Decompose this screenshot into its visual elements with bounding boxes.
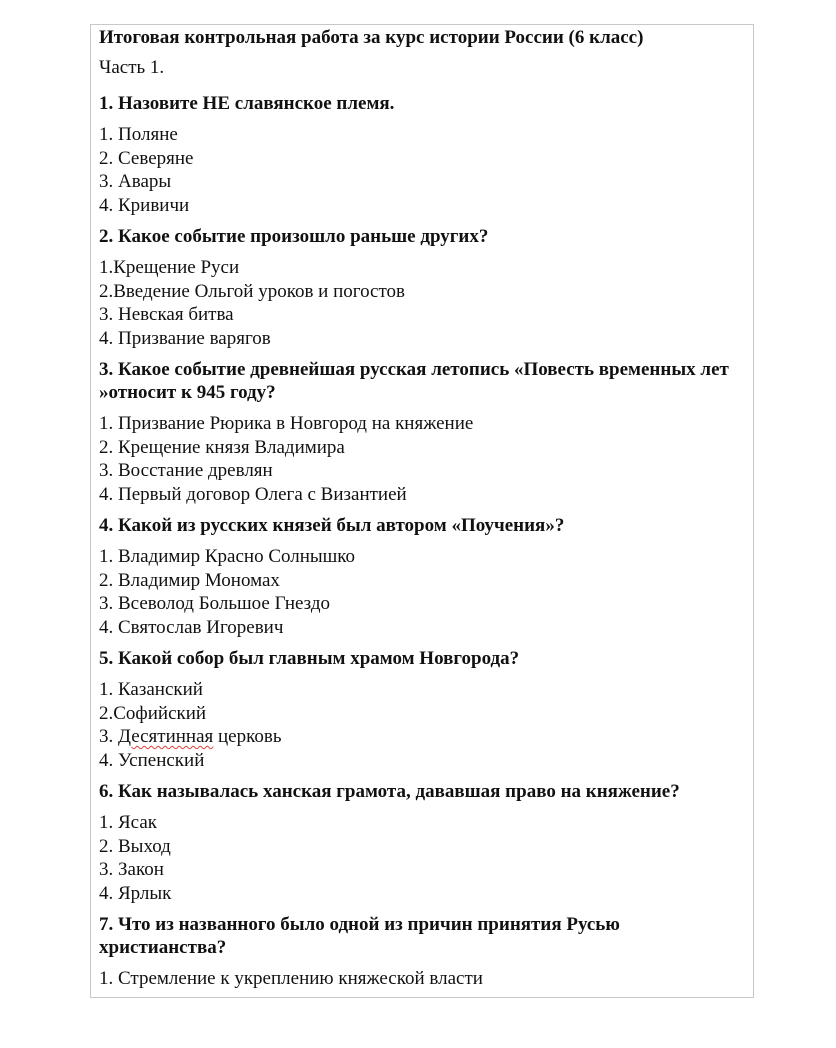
question-5-option-4: 4. Успенский: [99, 749, 205, 771]
question-1: 1. Назовите НЕ славянское племя.: [99, 93, 395, 114]
question-6-option-1: 1. Ясак: [99, 812, 158, 833]
option-number: 3.: [99, 726, 118, 747]
question-2-option-1: 1.Крещение Руси: [99, 257, 240, 278]
document-content: [99, 26, 749, 991]
question-3: 3. Какое событие древнейшая русская летопись «Повесть временных лет »относит к 945 году?: [99, 359, 729, 403]
question-3-option-4: 4. Первый договор Олега с Византией: [99, 483, 407, 505]
question-7: 7. Что из названного было одной из причин принятия Русью христианства?: [99, 914, 620, 958]
question-3-option-3: 3. Восстание древлян: [99, 460, 273, 481]
question-1-option-2: 2. Северяне: [99, 147, 194, 169]
question-6-option-3: 3. Закон: [99, 859, 164, 880]
question-5: 5. Какой собор был главным храмом Новгорода?: [99, 648, 520, 669]
question-4-option-3: 3. Всеволод Большое Гнездо: [99, 593, 330, 614]
question-2-option-4: 4. Призвание варягов: [99, 327, 271, 349]
question-5-option-2: 2.Софийский: [99, 702, 207, 724]
document-title: Итоговая контрольная работа за курс истории России (6 класс): [99, 27, 644, 48]
question-2: 2. Какое событие произошло раньше других?: [99, 226, 489, 247]
part-heading: Часть 1.: [99, 57, 165, 78]
question-6: 6. Как называлась ханская грамота, дававшая право на княжение?: [99, 781, 680, 802]
question-7-option-1: 1. Стремление к укреплению княжеской власти: [99, 968, 483, 989]
question-6-option-2: 2. Выход: [99, 835, 171, 857]
spellcheck-flagged-word[interactable]: Десятинная: [118, 726, 214, 747]
question-5-option-3: [99, 725, 749, 749]
question-2-option-3: 3. Невская битва: [99, 304, 234, 325]
question-4: 4. Какой из русских князей был автором «Поучения»?: [99, 515, 565, 536]
question-3-option-2: 2. Крещение князя Владимира: [99, 436, 345, 458]
question-6-option-4: 4. Ярлык: [99, 882, 172, 904]
question-1-option-4: 4. Кривичи: [99, 194, 190, 216]
question-1-option-1: 1. Поляне: [99, 124, 178, 145]
question-4-option-2: 2. Владимир Мономах: [99, 569, 280, 591]
option-text-rest: церковь: [213, 726, 282, 747]
question-4-option-4: 4. Святослав Игоревич: [99, 616, 284, 638]
question-5-option-1: 1. Казанский: [99, 679, 203, 700]
question-3-option-1: 1. Призвание Рюрика в Новгород на княжение: [99, 413, 474, 434]
question-1-option-3: 3. Авары: [99, 171, 172, 192]
question-2-option-2: 2.Введение Ольгой уроков и погостов: [99, 280, 406, 302]
question-4-option-1: 1. Владимир Красно Солнышко: [99, 546, 356, 567]
